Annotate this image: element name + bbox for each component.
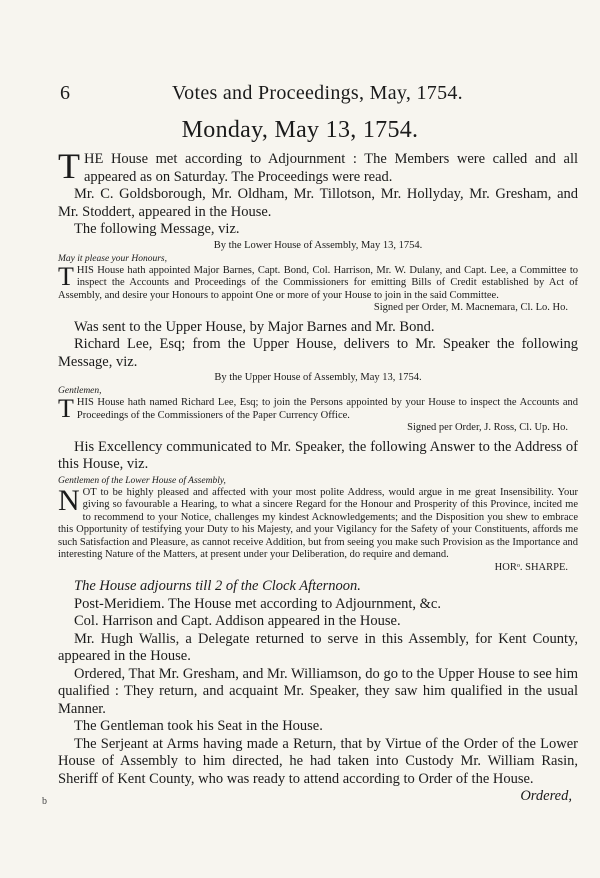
- running-header: [60, 82, 530, 108]
- drop-cap: T: [58, 261, 74, 291]
- message-salutation: May it please your Honours,: [58, 253, 167, 264]
- message-by-line: By the Lower House of Assembly, May 13, 1754.: [213, 239, 423, 251]
- paragraph-serjeant-return: The Serjeant at Arms having made a Return, that by Virtue of the Order of the Lower House of Assembly to him directed, he had taken into Custody Mr. William Rasin, Sheriff of Kent County, who was ready to attend according to Order of the House.: [58, 735, 578, 787]
- governor-answer: [58, 476, 578, 575]
- message-signature: Signed per Order, M. Macnemara, Cl. Lo. Ho.: [373, 302, 568, 313]
- paragraph-hugh-wallis: Mr. Hugh Wallis, a Delegate returned to serve in this Assembly, for Kent County, appeared in the House.: [58, 630, 578, 664]
- message-signature: Signed per Order, J. Ross, Cl. Up. Ho.: [407, 422, 568, 433]
- page-body: [58, 146, 578, 806]
- message-salutation: Gentlemen,: [58, 386, 102, 396]
- paragraph-harrison-addison: Col. Harrison and Capt. Addison appeared in the House.: [74, 613, 401, 629]
- message-text: HIS House hath appointed Major Barnes, Capt. Bond, Col. Harrison, Mr. W. Dulany, and Capt. Lee, a Committee to inspect the Accounts and Proceedings of the Commissioners for emitting Bills of Credit established by Act of Assembly, and desire your Honours to appoint One or more of your House to join in the said Committee.: [58, 264, 578, 301]
- message-upper-house: [58, 371, 578, 435]
- date-heading: Monday, May 13, 1754.: [181, 117, 419, 143]
- message-by-line: By the Upper House of Assembly, May 13, 1754.: [214, 372, 422, 383]
- drop-cap: T: [58, 394, 74, 423]
- paragraph-opening: [58, 146, 578, 186]
- answer-text: OT to be highly pleased and affected with your most polite Address, would argue in me great Insensibility. Your giving so favourable a Hearing, to what a sincere Regard for the Honour and Prosperity of this Province, incited me to recommend to your Notice, challenges my kindest Acknowledgements; and the Disposition you shew to embrace this Opportunity of testifying your Duty to his Majesty, and your Vigilancy for the Safety of your Constituents, affords me such Satisfaction and Pleasure, as cannot receive Addition, but from seeing you make such Provision as the Importance and interesting Nature of the Matters, at present under your Deliberation, do require and demand.: [58, 486, 578, 560]
- page-number: 6: [60, 82, 71, 104]
- paragraph-members-appeared: Mr. C. Goldsborough, Mr. Oldham, Mr. Tillotson, Mr. Hollyday, Mr. Gresham, and Mr. Stoddert, appeared in the House.: [58, 186, 578, 220]
- paragraph-ordered-qualified: Ordered, That Mr. Gresham, and Mr. Williamson, do go to the Upper House to see him qualified : They return, and acquaint Mr. Speaker, they saw him qualified in the usual Manner.: [58, 665, 578, 717]
- paragraph-excellency-answer: His Excellency communicated to Mr. Speaker, the following Answer to the Address of this House, viz.: [58, 438, 578, 472]
- paragraph-adjourns: The House adjourns till 2 of the Clock Afternoon.: [74, 578, 361, 594]
- margin-mark: b: [42, 796, 47, 807]
- answer-signature: HORᵒ. SHARPE.: [494, 561, 568, 573]
- paragraph-took-seat: The Gentleman took his Seat in the House.: [74, 718, 323, 734]
- drop-cap: N: [58, 483, 80, 517]
- answer-salutation: Gentlemen of the Lower House of Assembly,: [58, 475, 226, 486]
- paragraph-text: HE House met according to Adjournment : The Members were called and all appeared as on Saturday. The Proceedings were read.: [84, 151, 578, 185]
- paragraph-following-message: The following Message, viz.: [74, 221, 240, 237]
- message-lower-house: [58, 239, 578, 315]
- drop-cap: T: [58, 146, 80, 186]
- paragraph-richard-lee: Richard Lee, Esq; from the Upper House, delivers to Mr. Speaker the following Message, viz.: [58, 336, 578, 370]
- running-title: Votes and Proceedings, May, 1754.: [172, 82, 463, 104]
- message-text: HIS House hath named Richard Lee, Esq; to join the Persons appointed by your House to inspect the Accounts and Proceedings of the Commissioners of the Paper Currency Office.: [76, 397, 578, 421]
- paragraph-post-meridiem: Post-Meridiem. The House met according to Adjournment, &c.: [74, 595, 441, 612]
- paragraph-sent-upper-house: Was sent to the Upper House, by Major Barnes and Mr. Bond.: [74, 318, 435, 335]
- catchword: Ordered,: [520, 788, 572, 804]
